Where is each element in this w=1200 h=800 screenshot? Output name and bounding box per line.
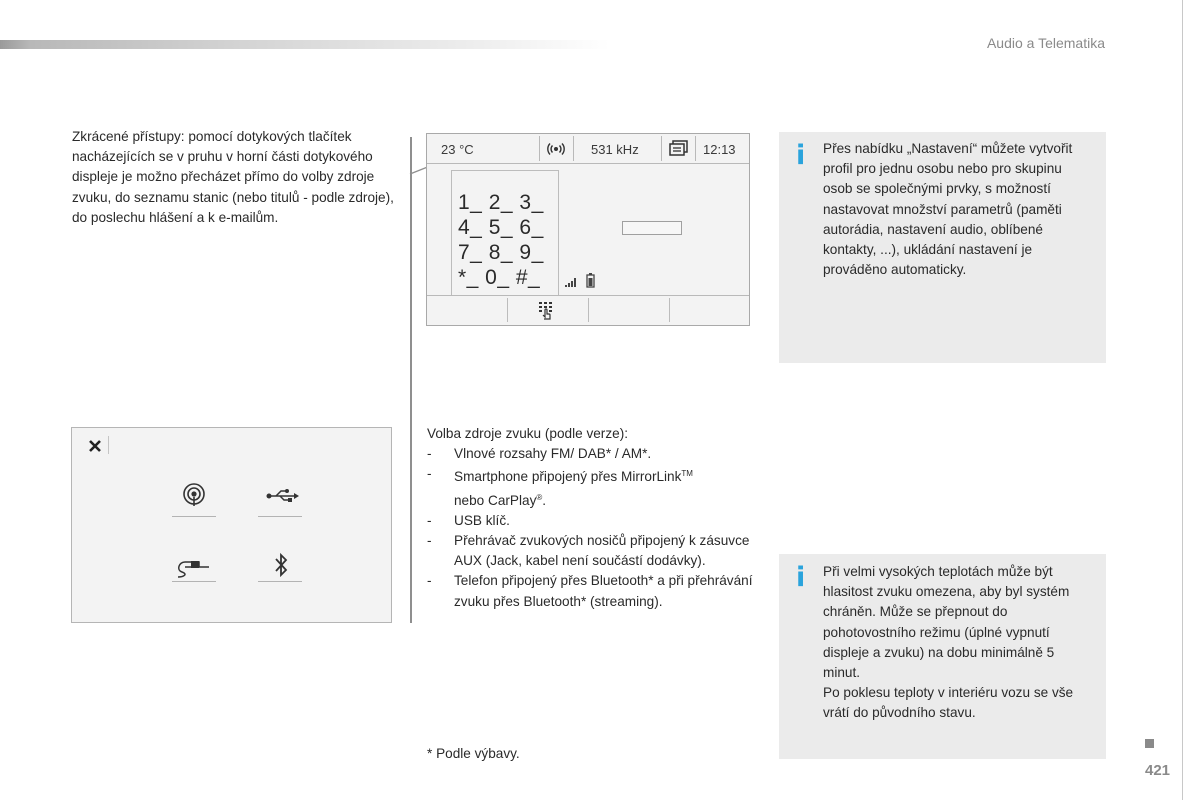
info-icon: i [796, 562, 806, 593]
sources-intro: Volba zdroje zvuku (podle verze): [427, 426, 628, 441]
info-box-profiles [779, 132, 1106, 363]
footnote: * Podle výbavy. [427, 746, 520, 761]
phone-screen-illustration [426, 133, 750, 326]
list-item: - Telefon připojený přes Bluetooth* a při přehrávání zvuku přes Bluetooth* (streaming). [427, 573, 753, 609]
list-item: - Přehrávač zvukových nosičů připojený k zásuvce AUX (Jack, kabel není součástí dodávky). [427, 533, 750, 569]
keypad-touch-icon [537, 301, 555, 326]
number-display-field [622, 221, 682, 235]
close-icon [88, 439, 102, 458]
battery-icon [586, 273, 595, 293]
keypad-row: 1_ 2_ 3_ [458, 191, 544, 214]
temperature-readout: 23 °C [441, 142, 474, 157]
signal-strength-icon [564, 275, 580, 293]
section-title: Audio a Telematika [986, 35, 1105, 51]
bottom-bar [427, 295, 749, 326]
keypad-row: *_ 0_ #_ [458, 266, 541, 289]
shortcuts-paragraph: Zkrácené přístupy: pomocí dotykových tlačítek nacházejících se v pruhu v horní části dotykového displeje je možno přecházet přímo do volby zdroje zvuku, do seznamu stanic (nebo titulů - podle zdroje), do poslechu hlášení a k e-mailům. [72, 129, 394, 225]
bluetooth-icon [273, 552, 289, 583]
sources-section [427, 424, 757, 612]
trademark-mark: TM [681, 469, 693, 479]
radio-icon [181, 483, 207, 512]
usb-icon [266, 488, 300, 509]
source-selection-panel [71, 427, 392, 623]
info-text: Při velmi vysokých teplotách může být hlasitost zvuku omezena, aby byl systém chráněn. Může se přepnout do pohotovostního režimu (úplné vypnutí displeje a zvuku) na dobu minimálně 5 minut. Po poklesu teploty v interiéru vozu se vše vrátí do původního stavu. [823, 564, 1074, 721]
info-box-temperature [779, 554, 1106, 759]
dial-keypad [451, 170, 559, 296]
list-item: - USB klíč. [427, 512, 510, 528]
clock-readout: 12:13 [703, 142, 736, 157]
top-gradient-bar [0, 40, 610, 49]
page-number: 421 [1145, 762, 1171, 779]
registered-mark: ® [536, 492, 543, 502]
page-marker [1145, 739, 1154, 748]
frequency-readout: 531 kHz [591, 142, 639, 157]
info-text: Přes nabídku „Nastavení“ můžete vytvořit profil pro jednu osobu nebo pro skupinu osob se společnými prvky, s možností nastavovat množství parametrů (paměti autorádia, nastavení audio, oblíbené kontakty, ...), ukládání nastavení je prováděno automaticky. [823, 141, 1073, 278]
keypad-row: 4_ 5_ 6_ [458, 216, 544, 239]
aux-jack-icon [175, 558, 211, 583]
radio-icon [547, 141, 565, 162]
status-bar [427, 134, 749, 164]
list-item: - Smartphone připojený přes MirrorLink™ nebo CarPlay®. [427, 466, 693, 508]
info-icon: i [796, 140, 806, 171]
message-icon [669, 140, 689, 162]
divider-line [410, 137, 412, 623]
sources-list [427, 444, 757, 612]
list-item: - Vlnové rozsahy FM/ DAB* / AM*. [427, 446, 652, 462]
keypad-row: 7_ 8_ 9_ [458, 241, 544, 264]
page-edge-line [1182, 0, 1183, 800]
